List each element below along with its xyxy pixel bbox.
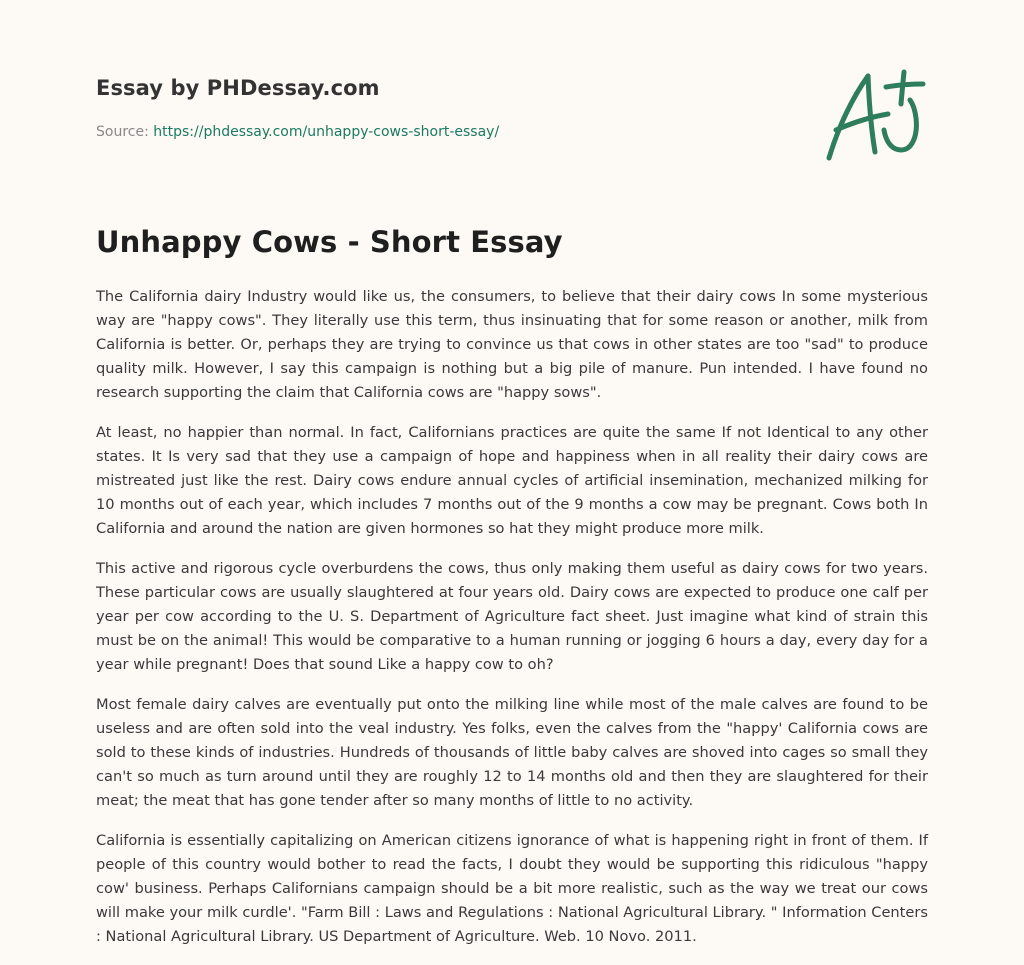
source-label: Source: (96, 124, 154, 140)
source-line (96, 124, 499, 140)
site-title: Essay by PHDessay.com (96, 76, 380, 100)
essay-paragraph: The California dairy Industry would like us, the consumers, to believe that their dairy cows In some mysterious way are "happy cows". They literally use this term, thus insinuating that for some reason or another, milk from California is better. Or, perhaps they are trying to convince us that cows in other states are too "sad" to produce quality milk. However, I say this campaign is nothing but a big pile of manure. Pun intended. I have found no research supporting the claim that California cows are "happy sows". (96, 288, 928, 401)
essay-paragraph: California is essentially capitalizing on American citizens ignorance of what is happening right in front of them. If people of this country would bother to read the facts, I doubt they would be supporting this ridiculous "happy cow' business. Perhaps Californians campaign should be a bit more realistic, such as the way we treat our cows will make your milk curdle'. "Farm Bill : Laws and Regulations : National Agricultural Library. " Information Centers : National Agricultural Library. US Department of Agriculture. Web. 10 Novo. 2011. (96, 832, 928, 945)
source-link[interactable]: https://phdessay.com/unhappy-cows-short-essay/ (153, 124, 500, 140)
essay-title: Unhappy Cows - Short Essay (96, 225, 563, 259)
essay-paragraph: This active and rigorous cycle overburdens the cows, thus only making them useful as dairy cows for two years. These particular cows are usually slaughtered at four years old. Dairy cows are expected to produce one calf per year per cow according to the U. S. Department of Agriculture fact sheet. Just imagine what kind of strain this must be on the animal! This would be comparative to a human running or jogging 6 hours a day, every day for a year while pregnant! Does that sound Like a happy cow to oh? (96, 560, 928, 673)
essay-body (96, 285, 928, 965)
a-plus-logo-icon (820, 66, 930, 166)
essay-paragraph: Most female dairy calves are eventually put onto the milking line while most of the male calves are found to be useless and are often sold into the veal industry. Yes folks, even the calves from the "happy' California cows are sold to these kinds of industries. Hundreds of thousands of little baby calves are shoved into cages so small they can't so much as turn around until they are roughly 12 to 14 months old and then they are slaughtered for their meat; the meat that has gone tender after so many months of little to no activity. (96, 696, 928, 809)
essay-paragraph: At least, no happier than normal. In fact, Californians practices are quite the same If not Identical to any other states. It Is very sad that they use a campaign of hope and happiness when in all reality their dairy cows are mistreated just like the rest. Dairy cows endure annual cycles of artificial insemination, mechanized milking for 10 months out of each year, which includes 7 months out of the 9 months a cow may be pregnant. Cows both In California and around the nation are given hormones so hat they might produce more milk. (96, 424, 928, 537)
